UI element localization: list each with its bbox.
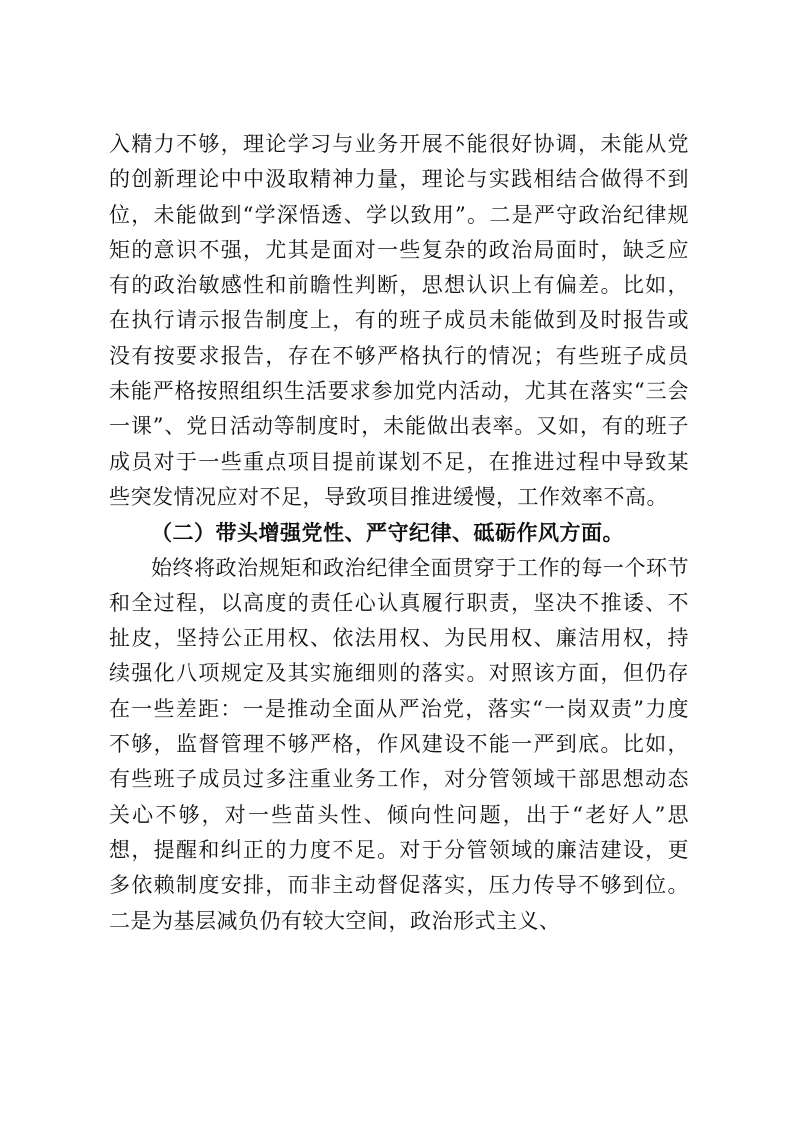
- body-paragraph: 始终将政治规矩和政治纪律全面贯穿于工作的每一个环节和全过程，以高度的责任心认真履行职责，坚决不推诿、不扯皮，坚持公正用权、依法用权、为民用权、廉洁用权，持续强化八项规定及其实施细则的落实。对照该方面，但仍存在一些差距：一是推动全面从严治党，落实“一岗双责”力度不够，监督管理不够严格，作风建设不能一严到底。比如，有些班子成员过多注重业务工作，对分管领域干部思想动态关心不够，对一些苗头性、倾向性问题，出于“老好人”思想，提醒和纠正的力度不足。对于分管领域的廉洁建设，更多依赖制度安排，而非主动督促落实，压力传导不够到位。二是为基层减负仍有较大空间，政治形式主义、: [109, 555, 689, 933]
- body-paragraph-continued: 入精力不够，理论学习与业务开展不能很好协调，未能从党的创新理论中中汲取精神力量，理论与实践相结合做得不到位，未能做到“学深悟透、学以致用”。二是严守政治纪律规矩的意识不强，尤其是面对一些复杂的政治局面时，缺乏应有的政治敏感性和前瞻性判断，思想认识上有偏差。比如，在执行请示报告制度上，有的班子成员未能做到及时报告或没有按要求报告，存在不够严格执行的情况；有些班子成员未能严格按照组织生活要求参加党内活动，尤其在落实“三会一课”、党日活动等制度时，未能做出表率。又如，有的班子成员对于一些重点项目提前谋划不足，在推进过程中导致某些突发情况应对不足，导致项目推进缓慢，工作效率不高。: [109, 132, 689, 509]
- document-page: [109, 127, 689, 939]
- section-heading: （二）带头增强党性、严守纪律、砥砺作风方面。: [151, 520, 624, 546]
